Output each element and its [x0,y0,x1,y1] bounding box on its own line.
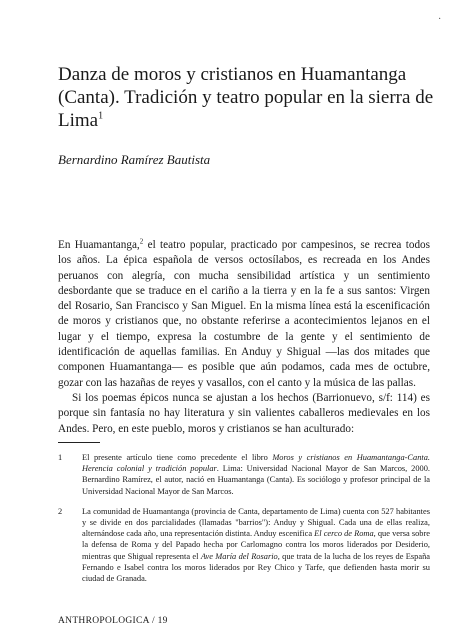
page-footer: ANTHROPOLOGICA / 19 [58,616,168,626]
footnote-1-text-b: . Lima: Universidad Nacional Mayor de San Marcos, 2000. Bernardino Ramírez, el autor, nació en Huamantanga (Canta). Es sociólogo y profesor principal de la Universidad Nacional Mayor de San Marcos. [82,464,430,496]
footnote-number: 1 [58,453,63,462]
p1-start: En Huamantanga, [58,239,140,251]
footnote-2-play-title-1: El cerco de Roma [314,529,374,539]
p1-note-ref: 2 [139,237,144,246]
footnote-number: 2 [58,506,63,516]
footnotes [58,452,430,593]
title-text: Danza de moros y cristianos en Huamantanga (Canta). Tradición y teatro popular en la sierra de Lima [58,64,434,131]
footnote-2 [58,506,430,584]
footnote-2-text-b: , que versa sobre la defensa de Roma y del Papado hecha por Carlomagno contra los moros liderados por Desiderio, mientras que Shigual representa el [82,529,430,561]
article-body [58,238,430,437]
author-name: Bernardino Ramírez Bautista [58,152,211,167]
paragraph-1 [58,238,430,391]
corner-mark: · [438,14,442,25]
p1-rest: el teatro popular, practicado por campesinos, se recrea todos los años. La épica española de versos octosílabos, es recreada en los Andes peruanos con alegría, con mucha sensibilidad artística y un sentimiento desbordante que se traduce en el cariño a la tierra y en la fe a sus santos: Virgen del Rosario, San Francisco y San Miguel. En la misma línea está la escenificación de moros y cristianos que, no obstante referirse a acontecimientos lejanos en el lugar y el tiempo, expresa la costumbre de la gente y el sentimiento de identificación de aquellas familias. En Anduy y Shigual —las dos mitades que componen Huamantanga— es posible que aún podamos, cada mes de octubre, gozar con las hazañas de reyes y vasallos, con el canto y la música de las pallas. [58,239,430,389]
footnote-2-text-c: , que trata de la lucha de los reyes de España Fernando e Isabel contra los moros liderados por Rey Chico y Tarfe, que defienden hasta morir su ciudad de Granada. [82,551,430,584]
footnote-1-book-title: Moros y cristianos en Huamantanga-Canta. Herencia colonial y tradición popular [82,453,430,474]
footnote-separator [58,442,100,443]
footnote-1 [58,452,430,497]
footnote-text [82,452,430,497]
article-title [58,63,438,132]
footnote-text [82,506,430,584]
footnote-1-text-a: El presente artículo tiene como precedente el libro [82,453,273,462]
footnote-2-text-a: La comunidad de Huamantanga (provincia de Canta, departamento de Lima) cuenta con 527 habitantes y se divide en dos parcialidades (llamadas "barrios"): Anduy y Shigual. Cada una de ellas realiza, alternándose cada año, una representación distinta. Anduy escenifica [82,506,430,539]
title-note-ref: 1 [98,110,104,122]
paragraph-2: Si los poemas épicos nunca se ajustan a los hechos (Barrionuevo, s/f: 114) es porque sin fantasía no hay literatura y sin valientes caballeros medievales en los Andes. Pero, en este pueblo, moros y cristianos se han aculturado: [58,391,430,435]
footnote-2-play-title-2: Ave María del Rosario [200,551,278,561]
